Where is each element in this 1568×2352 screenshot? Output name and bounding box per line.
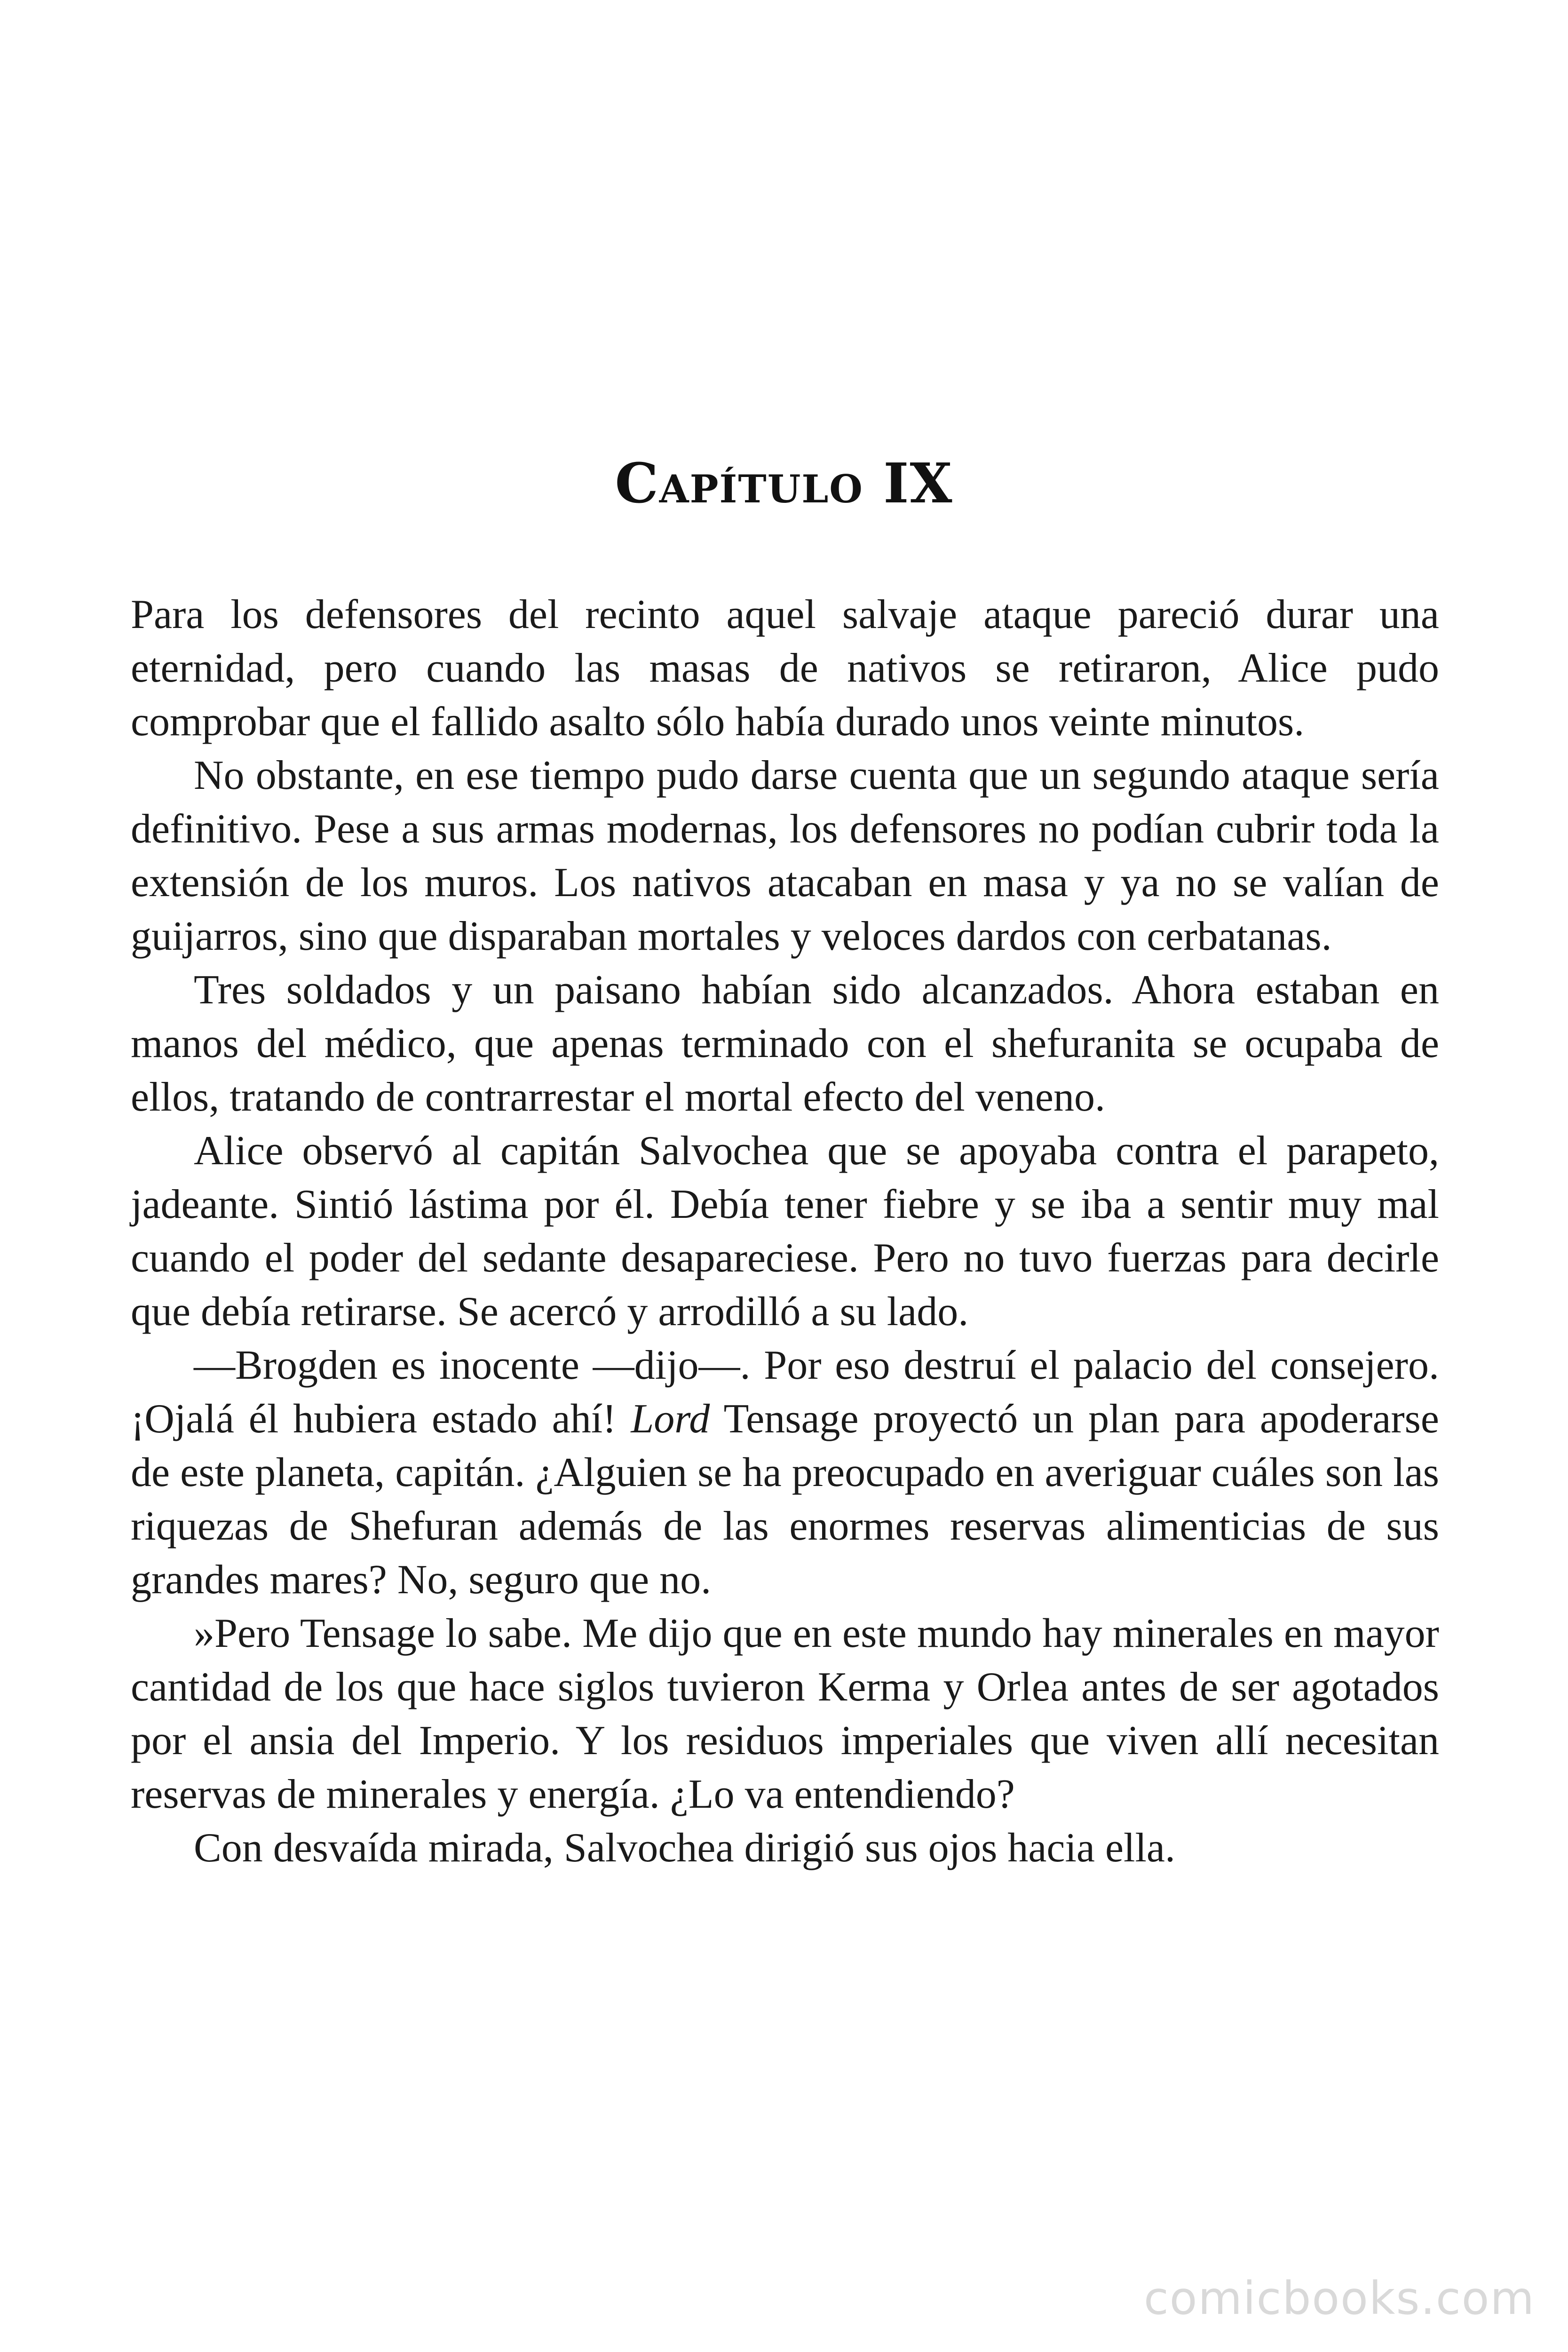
paragraph-5 bbox=[131, 1339, 1439, 1607]
paragraph-4: Alice observó al capitán Salvochea que se apoyaba contra el parapeto, jadeante. Sintió lástima por él. Debía tener fiebre y se iba a sentir muy mal cuando el poder del sedante desapareciese. Pero no tuvo fuerzas para decirle que debía retirarse. Se acercó y arrodilló a su lado. bbox=[131, 1128, 1439, 1335]
paragraph-1: Para los defensores del recinto aquel salvaje ataque pareció durar una eternidad, pero cuando las masas de nativos se retiraron, Alice pudo comprobar que el fallido asalto sólo había durado unos veinte minutos. bbox=[131, 592, 1439, 745]
chapter-title: Capítulo IX bbox=[615, 452, 953, 516]
paragraph-5-part-2: Tensage proyectó un plan para apoderarse de este planeta, capitán. ¿Alguien se ha preocupado en averiguar cuáles son las riquezas de Shefuran además de las enormes reservas alimenticias de sus grandes mares? No, seguro que no. bbox=[131, 1396, 1439, 1603]
paragraph-2: No obstante, en ese tiempo pudo darse cuenta que un segundo ataque sería definitivo. Pese a sus armas modernas, los defensores no podían cubrir toda la extensión de los muros. Los nativos atacaban en masa y ya no se valían de guijarros, sino que disparaban mortales y veloces dardos con cerbatanas. bbox=[131, 753, 1439, 959]
watermark-text: comicbooks.com bbox=[1143, 2272, 1535, 2325]
paragraph-5-part-1: —Brogden es inocente —dijo—. Por eso destruí el palacio del consejero. ¡Ojalá él hubiera estado ahí! bbox=[131, 1343, 1439, 1442]
paragraph-3: Tres soldados y un paisano habían sido alcanzados. Ahora estaban en manos del médico, que apenas terminado con el shefuranita se ocupaba de ellos, tratando de contrarrestar el mortal efecto del veneno. bbox=[131, 967, 1439, 1120]
paragraph-6: »Pero Tensage lo sabe. Me dijo que en este mundo hay minerales en mayor cantidad de los que hace siglos tuvieron Kerma y Orlea antes de ser agotados por el ansia del Imperio. Y los residuos imperiales que viven allí necesitan reservas de minerales y energía. ¿Lo va entendiendo? bbox=[131, 1611, 1439, 1817]
paragraph-7: Con desvaída mirada, Salvochea dirigió sus ojos hacia ella. bbox=[194, 1825, 1175, 1871]
chapter-body bbox=[131, 588, 1439, 1875]
paragraph-5-italic-lord: Lord bbox=[631, 1396, 710, 1442]
